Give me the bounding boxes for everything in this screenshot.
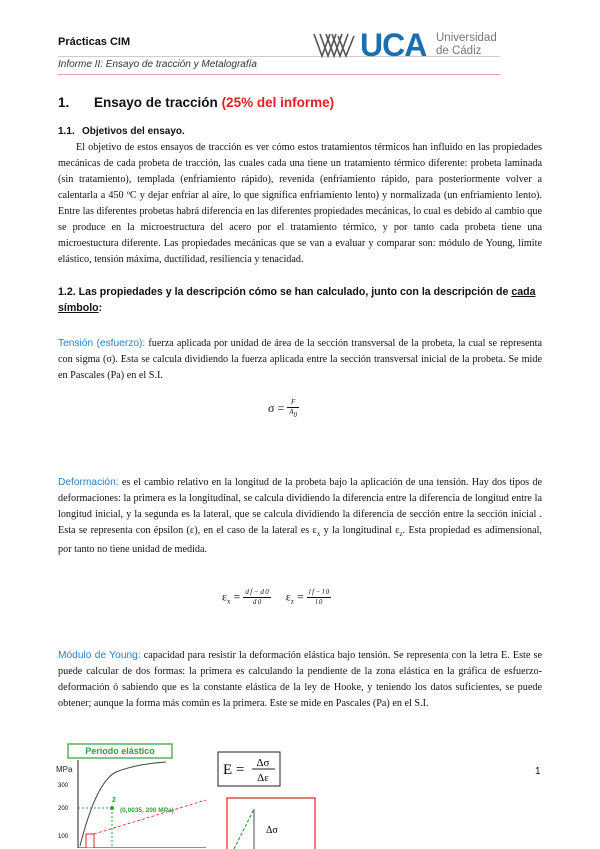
objectives-paragraph: El objetivo de estos ensayos de tracción es ver cómo estos tratamientos térmicos han influido en las propiedades mecánicas de cada probeta de tracción, las cuales cada una tiene un tratamiento térmico diferente: probeta laminada (sin tratamiento), templada (enfriamiento rápido), revenida (enfriamiento rápido, para posteriormente volver a calentarla a 450 ºC y dejar enfriar al aire, lo que significa enfriamiento lento) y normalizada (un enfriamiento lento). Entre las diferentes probetas habrá diferencia en las diferentes propiedades mecánicas, lo cual es debido al cambio que se produce en la microestructura del acero por el tratamiento térmico, y por tanto cada probeta tiene una microestuctura diferente. Las propiedades mecánicas que se van a evaluar y comparar son: módulo de Young, límite elástico, tensión máxima, ductilidad, resiliencia y tenacidad.	[58, 142, 542, 265]
subsection-number: 1.1.	[58, 126, 75, 137]
y-unit-label: MPa	[56, 765, 73, 774]
strain-x-fraction	[243, 588, 270, 607]
strain-z-denominator: l 0	[315, 598, 323, 606]
subsection-lead: 1.2. Las propiedades y la descripción cómo se han calculado, junto con la descripción de	[58, 286, 512, 298]
tick-300: 300	[58, 783, 69, 789]
tension-text: fuerza aplicada por unidad de área de la sección transversal de la probeta, la cual se representa con sigma (σ). Esta se calcula dividiendo la fuerza aplicada entre la sección transversal inicial de la probeta. Se mide en Pascales (Pa) en el S.I.	[58, 338, 542, 381]
stress-numerator: F	[287, 398, 299, 408]
tension-paragraph	[58, 336, 542, 384]
stress-strain-curve	[80, 762, 166, 846]
strain-z-lhs: ε	[285, 589, 291, 604]
subsection-heading-1-2	[58, 284, 548, 316]
panel-title: Periodo elástico	[85, 746, 155, 756]
stress-fraction	[287, 398, 299, 420]
tick-100: 100	[58, 834, 69, 840]
strain-z-fraction	[307, 588, 331, 607]
subsection-heading-1-1	[58, 126, 185, 137]
section-weight: (25% del informe)	[221, 95, 335, 110]
stress-den-sub: 0	[293, 411, 298, 419]
stress-den-var: A	[289, 408, 294, 416]
young-term: Módulo de Young:	[58, 650, 141, 661]
strain-sub-z: z	[399, 530, 403, 538]
highlight-box	[86, 834, 94, 848]
subsection-colon: :	[98, 302, 103, 314]
header-title: Prácticas CIM	[58, 36, 131, 48]
logo-wordmark: UCA	[360, 27, 427, 63]
strain-equations: $\varepsilon_x$ = $\frac{\text{d f − d 0}}{d 0}$ $\varepsilon_z$ = $\frac{\text{l f − l 0}}{l 0}$	[222, 588, 330, 606]
tension-term: Tensión (esfuerzo):	[58, 338, 146, 349]
point-number: 2	[112, 797, 116, 804]
header-subtitle: Informe II: Ensayo de tracción y Metalografía	[58, 59, 257, 70]
point-label: (0,0035, 200 MPa)	[120, 807, 174, 814]
section-number: 1.	[58, 95, 70, 110]
subsection-underlined: cada símbolo	[58, 286, 536, 314]
section-title: Ensayo de tracción	[94, 95, 218, 110]
section-heading-1	[58, 95, 334, 110]
stress-eq-lhs: σ =	[268, 400, 285, 415]
young-paragraph	[58, 648, 542, 712]
strain-text-mid: y la longitudinal ε	[320, 525, 400, 536]
young-text: capacidad para resistir la deformación elástica bajo tensión. Se representa con la letra E. Este se puede calcular de dos formas: la primera es calculando la pendiente de la zona elástica en la gráfica de esfuerzo-deformación ó sabiendo que es la constante elástica de la ley de Hooke, y teniendo los datos suficientes, se puede obtener; aunque la forma más común es la primera. Este se mide en Pascales (Pa) en el S.I.	[58, 650, 542, 709]
stress-denominator	[287, 408, 299, 420]
youngs-modulus-equation	[217, 751, 281, 787]
strain-text-tail: . Esta propiedad es adimensional, por tanto no tiene unidad de medida.	[58, 525, 542, 555]
strain-paragraph	[58, 475, 542, 558]
eq-denominator: Δε	[257, 772, 269, 784]
strain-term: Deformación:	[58, 477, 119, 488]
zoom-inset	[226, 797, 316, 849]
university-name	[436, 32, 497, 58]
strain-sub-x: x	[316, 530, 321, 538]
university-line2: de Cádiz	[436, 45, 482, 57]
stress-equation	[268, 398, 299, 420]
stress-strain-figure	[56, 742, 206, 848]
page-number: 1	[535, 766, 541, 777]
subsection-title: Objetivos del ensayo.	[82, 126, 185, 137]
eq-E: E =	[223, 762, 245, 778]
strain-text: es el cambio relativo en la longitud de la probeta bajo la aplicación de una tensión. Hay dos tipos de deformaciones: la primera es la longitudinal, se calcula dividiendo la diferencia entre la diferencia de longitud entre la longitud inicial, y la segunda es la lateral, que se calcula dividiendo la diferencia de sección entre la sección inicial . Esta se representa con épsilon (ε), en el caso de la lateral es ε	[58, 477, 542, 536]
zoom-connector	[94, 800, 206, 834]
eq-numerator: Δσ	[256, 757, 270, 769]
elastic-point	[110, 806, 114, 810]
strain-x-numerator: d f − d 0	[245, 588, 269, 596]
university-line1: Universidad	[436, 32, 497, 44]
header-divider	[58, 74, 500, 75]
strain-x-denominator: d 0	[252, 598, 262, 606]
zoom-label: Δσ	[266, 825, 278, 836]
strain-z-numerator: l f − l 0	[308, 588, 330, 596]
tick-200: 200	[58, 806, 69, 812]
strain-x-lhs: ε	[222, 589, 228, 604]
